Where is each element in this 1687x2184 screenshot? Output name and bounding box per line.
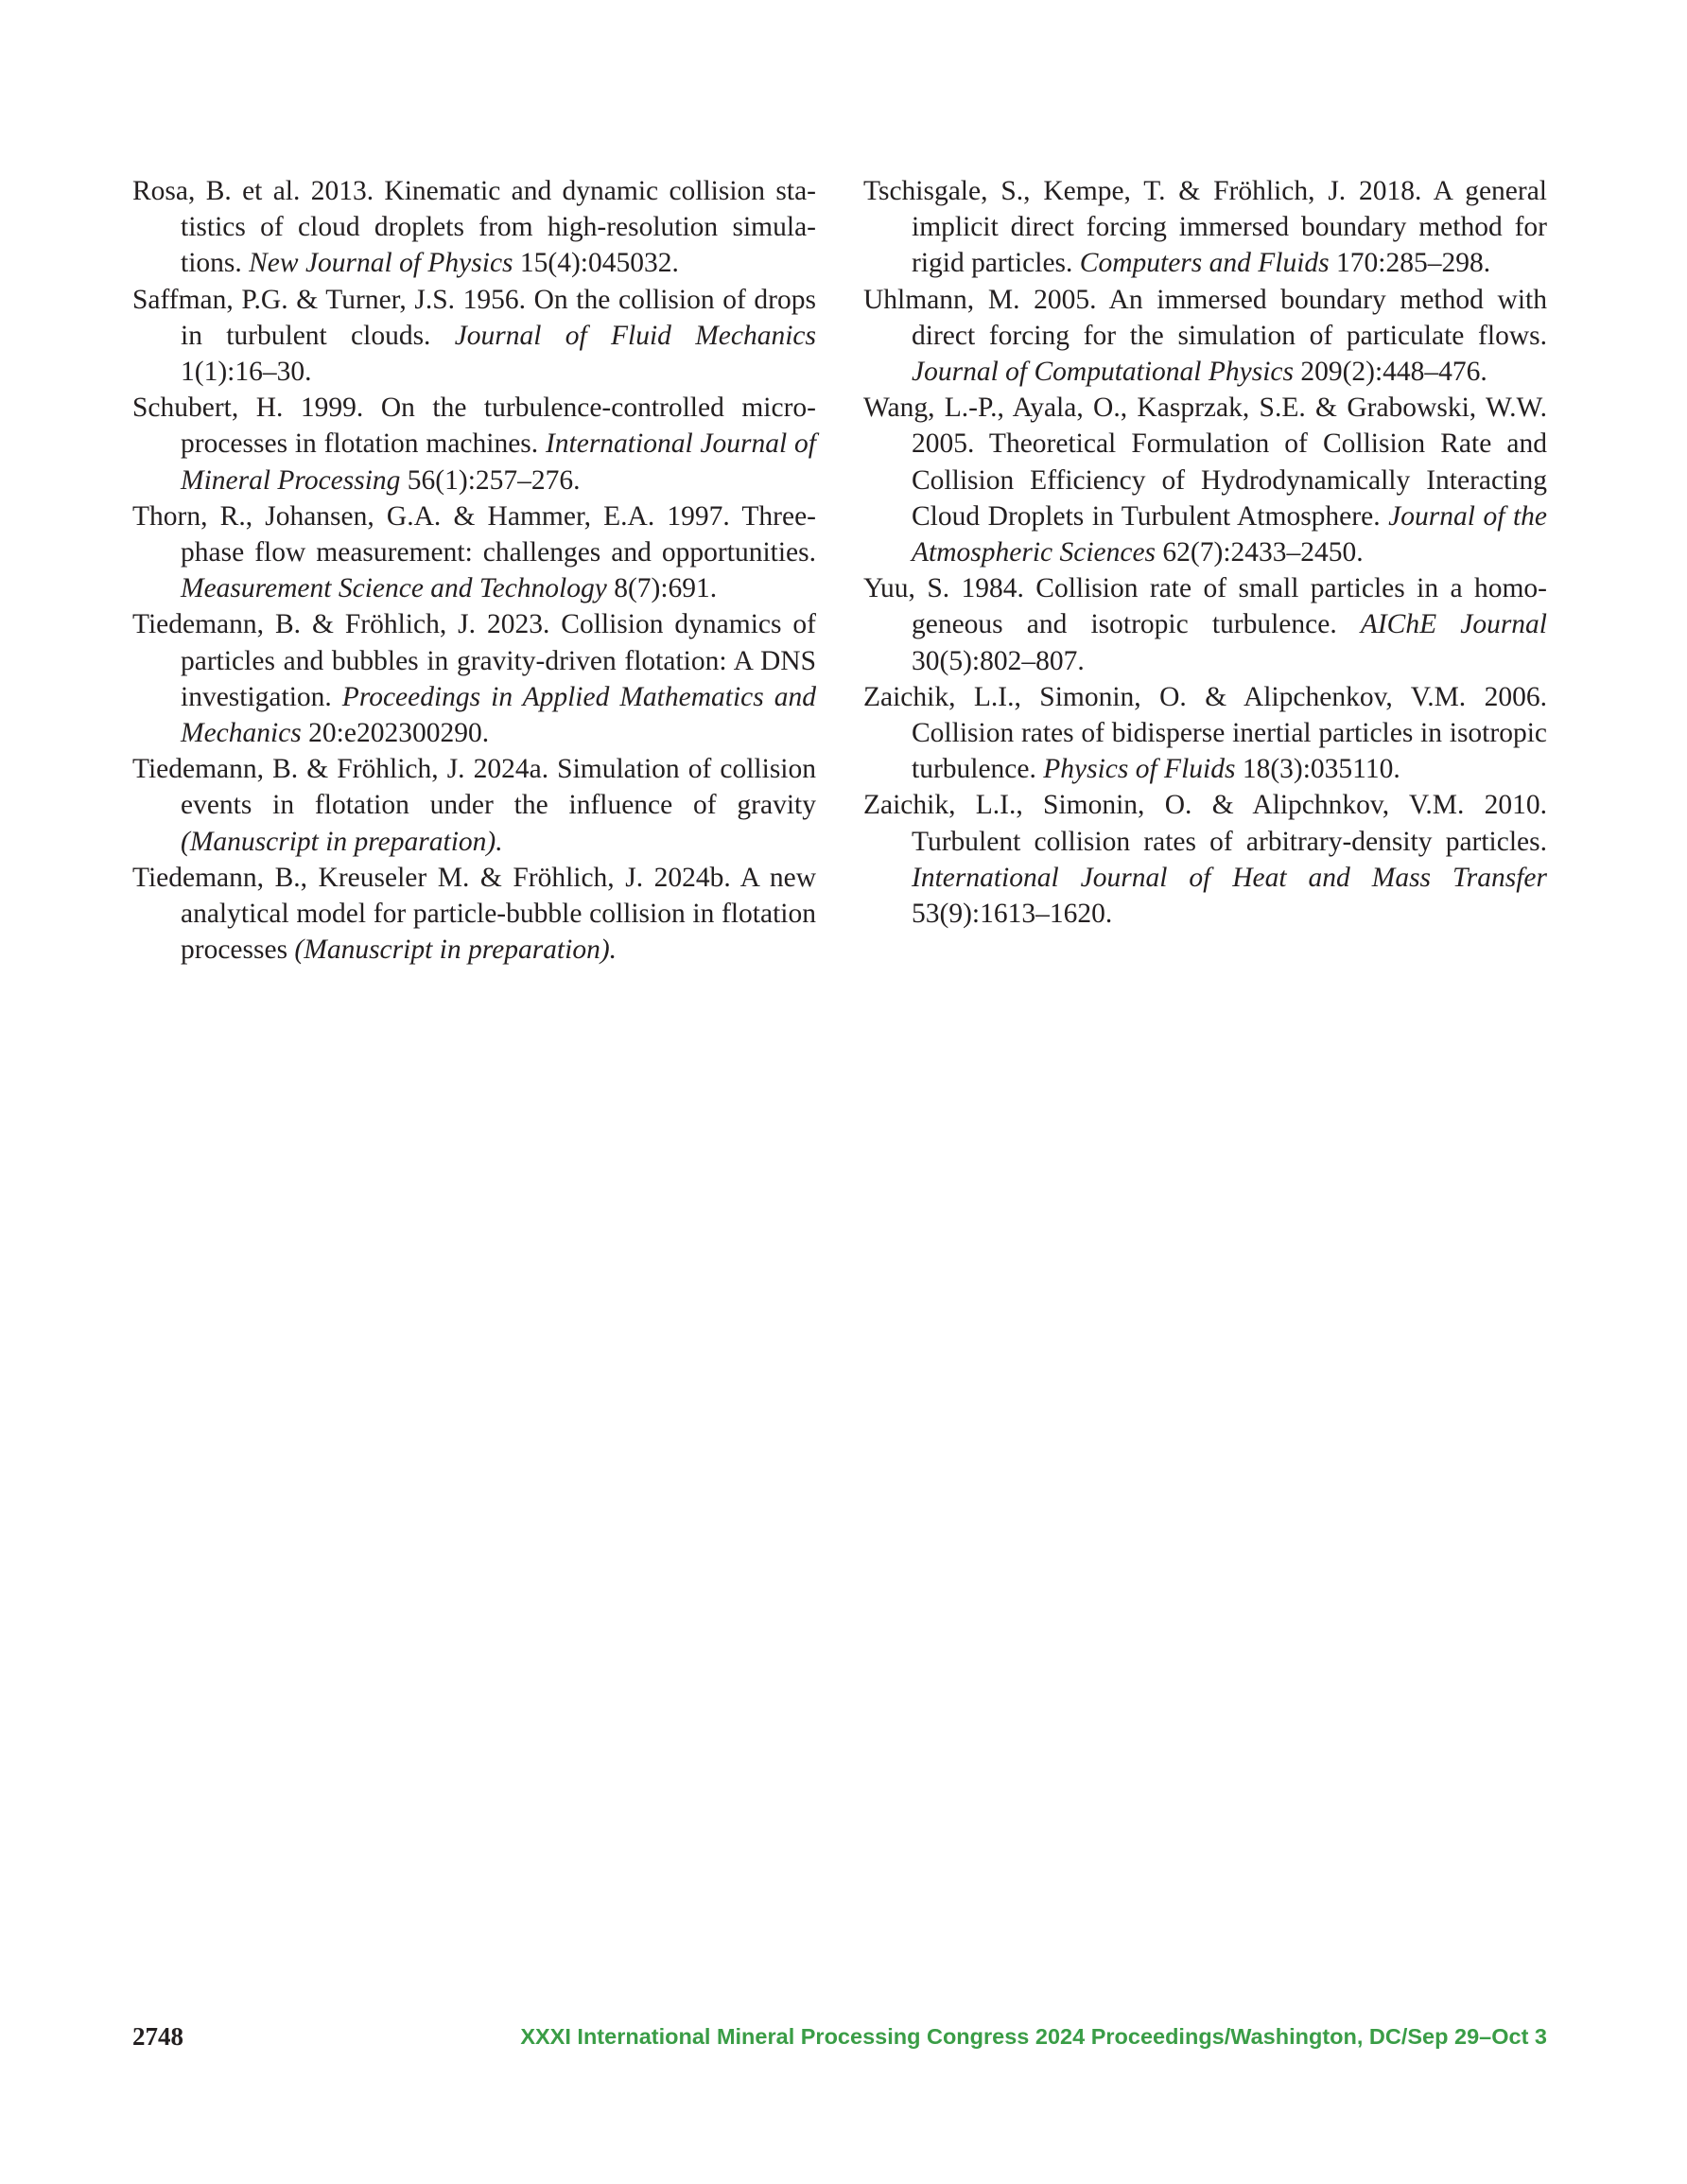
reference-entry: Tiedemann, B., Kreuseler M. & Fröhlich, J. 2024b. A new analytical model for particle-bubble collision in flotation processes (Manuscript in preparation). [132,862,816,966]
reference-entry: Yuu, S. 1984. Collision rate of small particles in a homogeneous and isotropic turbulence. AIChE Journal 30(5):802–807. [863,573,1547,676]
reference-entry: Zaichik, L.I., Simonin, O. & Alipchnkov, V.M. 2010. Turbulent collision rates of arbitrary-density particles. International Journal of Heat and Mass Transfer 53(9):1613–1620. [863,790,1547,930]
references-right-column [863,173,1547,932]
reference-entry: Tschisgale, S., Kempe, T. & Fröhlich, J. 2018. A general implicit direct forcing immersed boundary method for rigid particles. Computers and Fluids 170:285–298. [863,176,1547,279]
references-left-column [132,173,816,968]
reference-entry: Tiedemann, B. & Fröhlich, J. 2024a. Simulation of collision events in flotation under the influence of gravity (Manuscript in preparation). [132,754,816,857]
reference-entry: Tiedemann, B. & Fröhlich, J. 2023. Collision dynamics of particles and bubbles in gravity-driven flotation: A DNS investigation. Proceedings in Applied Mathematics and Mechanics 20:e202300290. [132,609,816,749]
reference-entry: Schubert, H. 1999. On the turbulence-controlled microprocesses in flotation machines. International Journal of Mineral Processing 56(1):257–276. [132,393,816,496]
reference-entry: Uhlmann, M. 2005. An immersed boundary method with direct forcing for the simulation of particulate flows. Journal of Computational Physics 209(2):448–476. [863,284,1547,388]
reference-entry: Wang, L.-P., Ayala, O., Kasprzak, S.E. & Grabowski, W.W. 2005. Theoretical Formulation of Collision Rate and Collision Efficiency of Hydrodynamically Interacting Cloud Droplets in Turbulent Atmosphere. Journal of the Atmospheric Sciences 62(7):2433–2450. [863,393,1547,568]
page-footer [132,2022,1547,2060]
running-footer-title: XXXI International Mineral Processing Congress 2024 Proceedings/Washington, DC/Sep 29–Oct 3 [520,2024,1547,2049]
page-number: 2748 [132,2022,183,2051]
reference-entry: Rosa, B. et al. 2013. Kinematic and dynamic collision statistics of cloud droplets from high-resolution simulations. New Journal of Physics 15(4):045032. [132,176,816,279]
reference-entry: Zaichik, L.I., Simonin, O. & Alipchenkov, V.M. 2006. Collision rates of bidisperse inertial particles in isotropic turbulence. Physics of Fluids 18(3):035110. [863,681,1547,785]
reference-entry: Saffman, P.G. & Turner, J.S. 1956. On the collision of drops in turbulent clouds. Journal of Fluid Mechanics 1(1):16–30. [132,284,816,388]
reference-entry: Thorn, R., Johansen, G.A. & Hammer, E.A. 1997. Three-phase flow measurement: challenges and opportunities. Measurement Science and Technology 8(7):691. [132,500,816,604]
